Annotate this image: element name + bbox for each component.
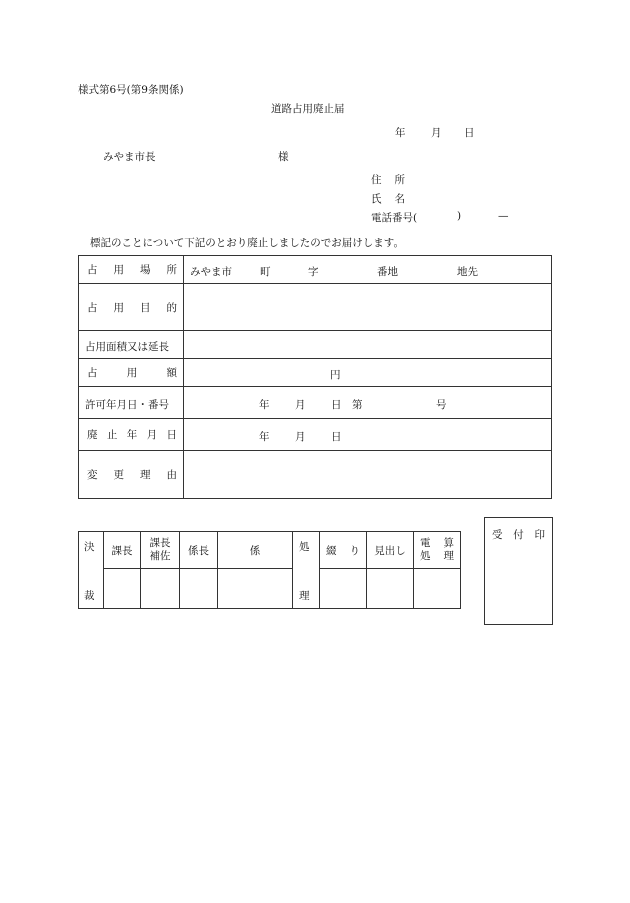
- row-permit: [79, 387, 552, 419]
- purpose-field[interactable]: [184, 284, 552, 331]
- densan-seal-box[interactable]: [414, 569, 461, 609]
- page-title: 道路占用廃止届: [271, 103, 345, 115]
- fee-unit: 円: [330, 369, 341, 381]
- reception-stamp-box[interactable]: [484, 517, 553, 625]
- row-abolition: [79, 419, 552, 451]
- phone-paren-close: ): [457, 210, 462, 222]
- kacho-seal-box[interactable]: [104, 569, 141, 609]
- row-fee: [79, 359, 552, 387]
- row-purpose: [79, 284, 552, 331]
- honorific: 様: [278, 151, 289, 163]
- abolition-field[interactable]: 年 月 日: [184, 419, 552, 451]
- kakaricho-seal-box[interactable]: [180, 569, 218, 609]
- midashi-header: 見出し: [367, 532, 414, 569]
- intro-text: 標記のことについて下記のとおり廃止しましたのでお届けします。: [90, 237, 404, 249]
- kacho-hosa-seal-box[interactable]: [141, 569, 180, 609]
- kakari-header: 係: [218, 532, 293, 569]
- location-banchi: 番地: [377, 266, 398, 278]
- fee-field[interactable]: [184, 359, 552, 387]
- location-field[interactable]: [184, 256, 552, 284]
- location-chisaki: 地先: [457, 266, 478, 278]
- abolition-label: 廃 止 年 月 日: [79, 419, 184, 451]
- sho-ri-cell: 処 理: [293, 532, 320, 609]
- purpose-label: 占 用 目 的: [79, 284, 184, 331]
- row-reason: [79, 451, 552, 499]
- location-town: 町: [260, 266, 271, 278]
- address-label: 住 所: [371, 174, 405, 186]
- area-field[interactable]: [184, 331, 552, 359]
- row-area: [79, 331, 552, 359]
- location-label: 占 用 場 所: [79, 256, 184, 284]
- date-year-label: 年: [395, 127, 406, 139]
- phone-dash: —: [498, 210, 509, 222]
- decision-table: [78, 531, 461, 609]
- permit-field[interactable]: 年 月 日 第 号: [184, 387, 552, 419]
- area-label: 占用面積又は延長: [79, 331, 184, 359]
- kakaricho-header: 係長: [180, 532, 218, 569]
- reason-label: 変 更 理 由: [79, 451, 184, 499]
- location-aza: 字: [308, 266, 319, 278]
- form-number: 様式第6号(第9条関係): [78, 84, 184, 96]
- tsuzuri-header: 綴 り: [320, 532, 367, 569]
- permit-label: 許可年月日・番号: [79, 387, 184, 419]
- tsuzuri-seal-box[interactable]: [320, 569, 367, 609]
- phone-label: 電話番号(: [371, 212, 418, 224]
- reason-field[interactable]: [184, 451, 552, 499]
- main-table: [78, 255, 552, 499]
- ketsu-sai-cell: 決 裁: [79, 532, 104, 609]
- date-day-label: 日: [464, 127, 475, 139]
- fee-label: 占 用 額: [79, 359, 184, 387]
- midashi-seal-box[interactable]: [367, 569, 414, 609]
- kacho-header: 課長: [104, 532, 141, 569]
- row-location: [79, 256, 552, 284]
- reception-stamp-label: 受 付 印: [492, 529, 545, 541]
- name-label: 氏 名: [371, 193, 405, 205]
- location-city: みやま市: [190, 266, 232, 278]
- kacho-hosa-header: 課長 補佐: [141, 532, 180, 569]
- densan-header: 電 算 処 理: [414, 532, 461, 569]
- date-month-label: 月: [431, 127, 442, 139]
- addressee: みやま市長: [103, 151, 156, 163]
- kakari-seal-box[interactable]: [218, 569, 293, 609]
